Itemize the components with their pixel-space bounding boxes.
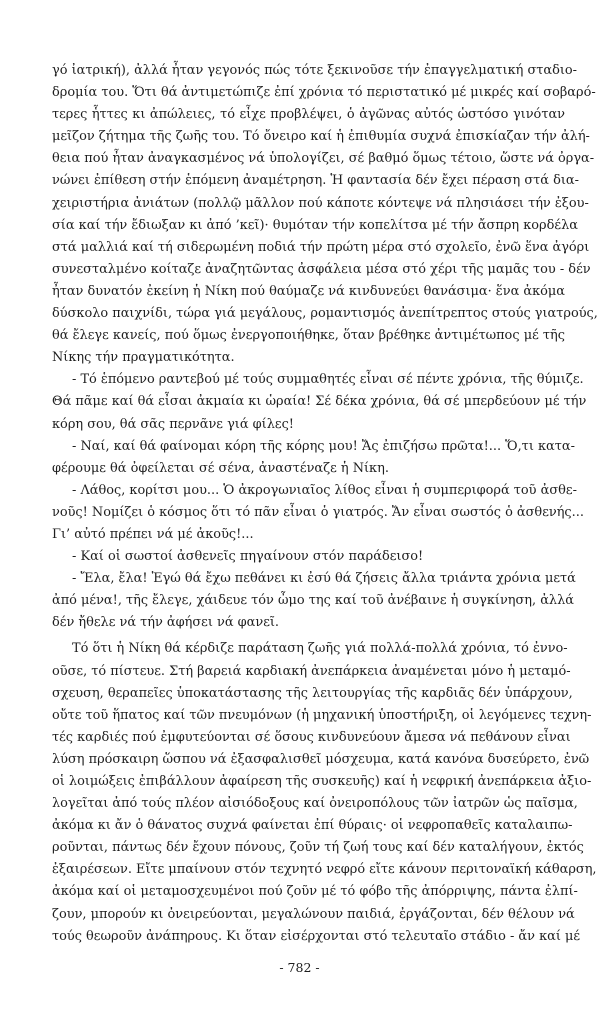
text-line: χειριστήρια ἀνιάτων (πολλῷ μᾶλλον πού κάποτε κόντεψε νά πλησιάσει τήν ἐξου- bbox=[52, 195, 589, 211]
text-line: γό ἰατρική), ἀλλά ἦταν γεγονός πώς τότε ξεκινοῦσε τήν ἐπαγγελματική σταδιο- bbox=[52, 63, 578, 78]
text-line: οἱ λοιμώξεις ἐπιβάλλουν ἀφαίρεση τῆς συσκευῆς) καί ἡ νεφρική ἀνεπάρκεια ἀξιο- bbox=[52, 774, 592, 789]
text-line: μεῖζον ζήτημα τῆς ζωῆς του. Τό ὄνειρο καί ἡ ἐπιθυμία συχνά ἐπισκίαζαν τήν ἀλή- bbox=[52, 129, 590, 145]
text-line: νοῦς! Νομίζει ὁ κόσμος ὅτι τό πᾶν εἶναι ὁ γιατρός. Ἄν εἶναι σωστός ὁ ἀσθενής... bbox=[52, 504, 584, 520]
paragraph bbox=[52, 568, 576, 634]
text-line: δέν ἤθελε νά τήν ἀφήσει νά φανεῖ. bbox=[52, 615, 280, 631]
text-line: ἐξαιρέσεων. Εἴτε μπαίνουν στόν τεχνητό νεφρό εἴτε κάνουν περιτοναϊκή κάθαρση, bbox=[52, 862, 597, 878]
text-line: ἦταν δυνατόν ἐκείνη ἡ Νίκη πού θαύμαζε νά κινδυνεύει θανάσιμα· ἕνα ἀκόμα bbox=[52, 283, 565, 299]
text-line: δρομία του. Ὅτι θά ἀντιμετώπιζε ἐπί χρόνια τό περιστατικό μέ μικρές καί σοβαρό- bbox=[52, 85, 596, 101]
paragraph bbox=[52, 546, 565, 568]
text-line: Νίκης τήν πραγματικότητα. bbox=[52, 350, 235, 366]
text-line: τερες ἧττες κι ἀπώλειες, τό εἶχε προβλέψει, ὁ ἀγῶνας αὐτός ὡστόσο γινόταν bbox=[52, 107, 565, 123]
text-line: τές καρδιές πού ἐμφυτεύονται σέ ὅσους κινδυνεύουν ἄμεσα νά πεθάνουν εἶναι bbox=[52, 729, 571, 745]
text-line: οὔτε τοῦ ἥπατος καί τῶν πνευμόνων (ἡ μηχανική ὑποστήριξη, οἱ λεγόμενες τεχνη- bbox=[52, 707, 592, 723]
text-line: Θά πᾶμε καί θά εἶσαι ἀκμαία κι ὡραία! Σέ δέκα χρόνια, θά σέ μπερδεύουν μέ τήν bbox=[52, 394, 587, 410]
text-line: σία καί τήν ἔδιωξαν κι ἀπό ’κεῖ)· θυμόταν τήν κοπελίτσα μέ τήν ἄσπρη κορδέλα bbox=[52, 217, 578, 233]
text-line: λογεῖται ἀπό τούς πλέον αἰσιόδοξους καί ὀνειροπόλους τῶν ἰατρῶν ὡς παῖσμα, bbox=[52, 796, 578, 812]
text-line: νώνει ἐπίθεση στήν ἑπόμενη ἀναμέτρηση. Ἡ φαντασία δέν ἔχει πέραση στά δια- bbox=[52, 173, 579, 189]
text-line: - Ἔλα, ἔλα! Ἐγώ θά ἔχω πεθάνει κι ἐσύ θά ζήσεις ἄλλα τριάντα χρόνια μετά bbox=[72, 571, 576, 587]
paragraph bbox=[52, 369, 587, 435]
paragraph bbox=[52, 480, 584, 546]
text-line: στά μαλλιά καί τή σιδερωμένη ποδιά τήν πρώτη μέρα στό σχολεῖο, ἐνῶ ἕνα ἀγόρι bbox=[52, 239, 590, 255]
text-line: οῦσε, τό πίστευε. Στή βαρειά καρδιακή ἀνεπάρκεια ἀναμένεται μόνο ἡ μεταμό- bbox=[52, 663, 571, 679]
text-line: - Λάθος, κορίτσι μου... Ὁ ἀκρογωνιαῖος λίθος εἶναι ἡ συμπεριφορά τοῦ ἀσθε- bbox=[72, 482, 577, 498]
text-line: κόρη σου, θά σᾶς περνᾶνε γιά φίλες! bbox=[52, 416, 294, 432]
text-line: ζουν, μπορούν κι ὀνειρεύονται, μεγαλώνουν παιδιά, ἐργάζονται, δέν θέλουν νά bbox=[52, 906, 575, 922]
text-line: - Τό ἑπόμενο ραντεβού μέ τούς συμμαθητές εἶναι σέ πέντε χρόνια, τῆς θύμιζε. bbox=[72, 372, 584, 388]
text-line: δύσκολο παιχνίδι, τώρα γιά μεγάλους, ρομαντισμός ἀνεπίτρεπτος στούς γιατρούς, bbox=[52, 306, 598, 322]
text-line: τούς θεωροῦν ἀνάπηρους. Κι ὅταν εἰσέρχονται στό τελευταῖο στάδιο - ἄν καί μέ bbox=[52, 928, 581, 944]
text-line: ἀκόμα καί οἱ μεταμοσχευμένοι πού ζοῦν μέ τό φόβο τῆς ἀπόρριψης, πάντα ἐλπί- bbox=[52, 884, 578, 900]
text-line: σχευση, θεραπεῖες ὑποκατάστασης τῆς λειτουργίας τῆς καρδιᾶς δέν ὑπάρχουν, bbox=[52, 685, 573, 701]
text-line: θεια πού ἦταν ἀναγκασμένος νά ὑπολογίζει, σέ βαθμό ὅμως τέτοιο, ὥστε νά ὀργα- bbox=[52, 151, 595, 167]
text-line: λύση πρόσκαιρη ὥσπου νά ἐξασφαλισθεῖ μόσχευμα, κατά κανόνα δυσεύρετο, ἐνῶ bbox=[52, 751, 590, 767]
paragraph bbox=[52, 60, 598, 369]
text-line: φέρουμε θά ὀφείλεται σέ σένα, ἀναστέναζε ἡ Νίκη. bbox=[52, 460, 389, 476]
page-number: - 782 - bbox=[279, 960, 320, 975]
paragraph bbox=[52, 436, 575, 480]
text-line: ἀπό μένα!, τῆς ἔλεγε, χάιδευε τόν ὦμο της καί τοῦ ἀνέβαινε ἡ συγκίνηση, ἀλλά bbox=[52, 593, 574, 609]
text-line: - Καί οἱ σωστοί ἀσθενεῖς πηγαίνουν στόν παράδεισο! bbox=[72, 549, 424, 565]
text-line: Τό ὅτι ἡ Νίκη θά κέρδιζε παράταση ζωῆς γιά πολλά-πολλά χρόνια, τό ἐννο- bbox=[72, 641, 568, 657]
book-page-body bbox=[52, 60, 598, 948]
text-line: συνεσταλμένο κοίταζε ἀναζητῶντας ἀσφάλεια μέσα στό χέρι τῆς μαμᾶς του - δέν bbox=[52, 261, 591, 277]
text-line: ἀκόμα κι ἄν ὁ θάνατος συχνά φαίνεται ἐπί θύραις· οἱ νεφροπαθεῖς καταλαιπω- bbox=[52, 818, 573, 834]
text-line: ροῦνται, πάντως δέν ἔχουν πόνους, ζοῦν τή ζωή τους καί δέν καταλήγουν, ἐκτός bbox=[52, 840, 584, 856]
paragraph bbox=[52, 638, 597, 947]
text-line: Γι’ αὐτό πρέπει νά μέ ἀκοῦς!... bbox=[52, 526, 254, 542]
text-line: - Ναί, καί θά φαίνομαι κόρη τῆς κόρης μου! Ἄς ἐπιζήσω πρῶτα!... Ὅ,τι κατα- bbox=[72, 438, 575, 454]
text-line: θά ἔλεγε κανείς, πού ὅμως ἐνεργοποιήθηκε, ὅταν βρέθηκε ἀντιμέτωπος μέ τῆς bbox=[52, 328, 565, 344]
